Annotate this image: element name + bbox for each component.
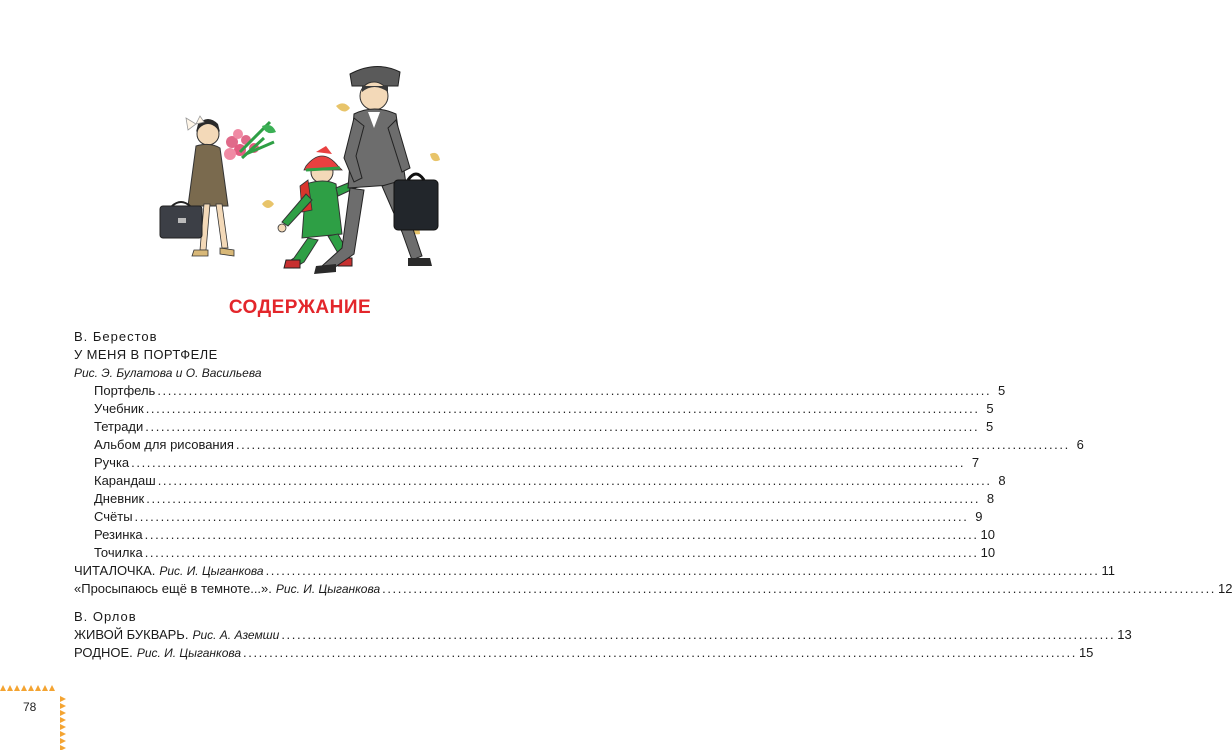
leader-dots: ................................................................................................................................................................ (145, 401, 980, 416)
author-berestov: В. Берестов (74, 329, 158, 344)
toc-entry[interactable]: Портфель ................................................................................................................................................................ 5 (94, 383, 1006, 398)
toc-entry[interactable]: Дневник ................................................................................................................................................................ 8 (94, 491, 995, 506)
corner-ornament (0, 684, 70, 750)
toc-entry[interactable]: Резинка ................................................................................................................................................................ 10 (94, 527, 996, 542)
author-orlov: В. Орлов (74, 609, 137, 624)
toc-entry[interactable]: Карандаш ................................................................................................................................................................ 8 (94, 473, 1006, 488)
leader-dots: ................................................................................................................................................................ (144, 527, 979, 542)
cycle-title: У МЕНЯ В ПОРТФЕЛЕ (74, 347, 218, 362)
leader-dots: ................................................................................................................................................................ (145, 419, 980, 434)
leader-dots: ................................................................................................................................................................ (157, 383, 992, 398)
girl-figure (160, 116, 276, 256)
toc-entry[interactable]: Ручка ................................................................................................................................................................ 7 (94, 455, 980, 470)
leader-dots: ................................................................................................................................................................ (382, 581, 1217, 596)
toc-entry[interactable]: ЖИВОЙ БУКВАРЬ. Рис. А. Аземши ................................................................................................................................................................ 13 (74, 627, 1132, 642)
leader-dots: ................................................................................................................................................................ (144, 545, 979, 560)
toc-entry[interactable]: Счёты ................................................................................................................................................................ 9 (94, 509, 983, 524)
school-children-illustration (150, 62, 450, 284)
leader-dots: ................................................................................................................................................................ (146, 491, 981, 506)
leader-dots: ................................................................................................................................................................ (265, 563, 1100, 578)
toc-entry[interactable]: ЧИТАЛОЧКА. Рис. И. Цыганкова ................................................................................................................................................................ 11 (74, 563, 1115, 578)
toc-entry[interactable]: Точилка ................................................................................................................................................................ 10 (94, 545, 996, 560)
leader-dots: ................................................................................................................................................................ (131, 455, 966, 470)
page-number: 78 (23, 700, 37, 714)
toc-entry[interactable]: «Просыпаюсь ещё в темноте...». Рис. И. Цыганкова ................................................................................................................................................................ 12 (74, 581, 1232, 596)
contents-title: СОДЕРЖАНИЕ (228, 297, 372, 318)
leader-dots: ................................................................................................................................................................ (157, 473, 992, 488)
toc-entry[interactable]: Альбом для рисования ................................................................................................................................................................ 6 (94, 437, 1084, 452)
toc-entry[interactable]: Тетради ................................................................................................................................................................ 5 (94, 419, 994, 434)
toc-entry[interactable]: Учебник ................................................................................................................................................................ 5 (94, 401, 994, 416)
leader-dots: ................................................................................................................................................................ (134, 509, 969, 524)
toc-entry[interactable]: РОДНОЕ. Рис. И. Цыганкова ................................................................................................................................................................ 15 (74, 645, 1094, 660)
leader-dots: ................................................................................................................................................................ (235, 437, 1070, 452)
table-of-contents (74, 328, 1232, 662)
leader-dots: ................................................................................................................................................................ (243, 645, 1077, 660)
cycle-credit: Рис. Э. Булатова и О. Васильева (74, 366, 262, 380)
leader-dots: ................................................................................................................................................................ (281, 627, 1116, 642)
